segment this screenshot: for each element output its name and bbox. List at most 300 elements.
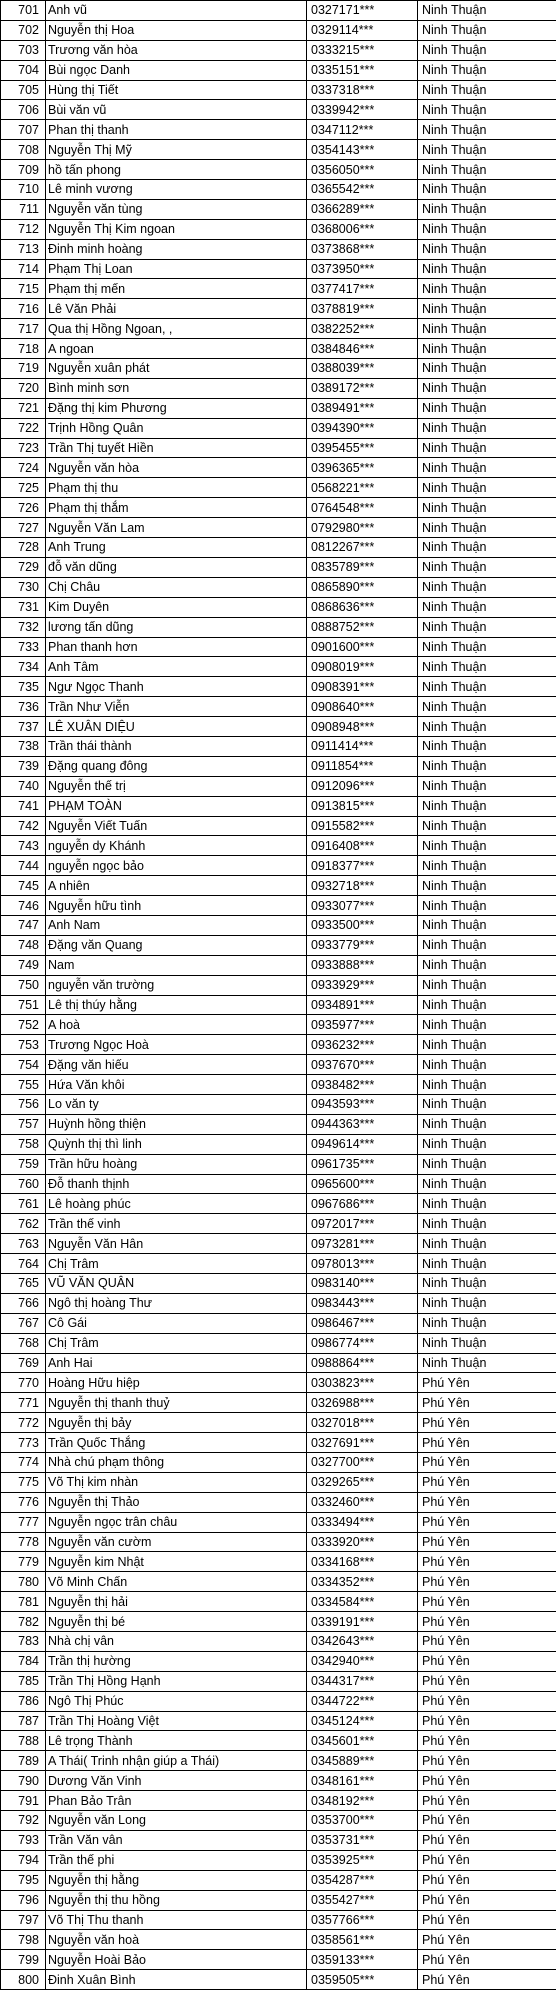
name-cell: Đỗ thanh thịnh (46, 1174, 307, 1194)
table-row (1, 1612, 556, 1632)
name-cell: Trần thị hường (46, 1651, 307, 1671)
row-number-cell: 751 (1, 995, 46, 1015)
table-row (1, 856, 556, 876)
name-cell: Phạm thị mến (46, 279, 307, 299)
phone-cell: 0358561*** (307, 1930, 418, 1950)
name-cell: Nguyễn thế trị (46, 776, 307, 796)
row-number-cell: 772 (1, 1413, 46, 1433)
phone-cell: 0986774*** (307, 1333, 418, 1353)
row-number-cell: 774 (1, 1453, 46, 1473)
table-row (1, 717, 556, 737)
table-row (1, 199, 556, 219)
phone-cell: 0983443*** (307, 1293, 418, 1313)
province-cell: Ninh Thuận (418, 1313, 556, 1333)
name-cell: Quỳnh thị thì linh (46, 1134, 307, 1154)
row-number-cell: 746 (1, 896, 46, 916)
phone-cell: 0384846*** (307, 339, 418, 359)
phone-cell: 0934891*** (307, 995, 418, 1015)
table-row (1, 1572, 556, 1592)
table-row (1, 756, 556, 776)
table-row (1, 458, 556, 478)
phone-cell: 0936232*** (307, 1035, 418, 1055)
province-cell: Ninh Thuận (418, 378, 556, 398)
province-cell: Ninh Thuận (418, 1234, 556, 1254)
phone-cell: 0901600*** (307, 637, 418, 657)
name-cell: Nam (46, 955, 307, 975)
row-number-cell: 781 (1, 1592, 46, 1612)
phone-cell: 0347112*** (307, 120, 418, 140)
phone-cell: 0967686*** (307, 1194, 418, 1214)
name-cell: Nguyễn Thị Kim ngoan (46, 219, 307, 239)
name-cell: Nguyễn hữu tình (46, 896, 307, 916)
name-cell: Nguyễn thị bảy (46, 1413, 307, 1433)
table-row (1, 896, 556, 916)
phone-cell: 0373868*** (307, 239, 418, 259)
phone-cell: 0359133*** (307, 1950, 418, 1970)
province-cell: Ninh Thuận (418, 637, 556, 657)
row-number-cell: 785 (1, 1671, 46, 1691)
name-cell: Anh vũ (46, 1, 307, 21)
row-number-cell: 773 (1, 1433, 46, 1453)
province-cell: Phú Yên (418, 1890, 556, 1910)
row-number-cell: 788 (1, 1731, 46, 1751)
table-row (1, 637, 556, 657)
row-number-cell: 735 (1, 677, 46, 697)
phone-cell: 0912096*** (307, 776, 418, 796)
row-number-cell: 752 (1, 1015, 46, 1035)
phone-cell: 0965600*** (307, 1174, 418, 1194)
table-row (1, 339, 556, 359)
row-number-cell: 708 (1, 140, 46, 160)
province-cell: Ninh Thuận (418, 975, 556, 995)
name-cell: Trần thái thành (46, 736, 307, 756)
phone-cell: 0377417*** (307, 279, 418, 299)
phone-cell: 0355427*** (307, 1890, 418, 1910)
table-row (1, 1532, 556, 1552)
phone-cell: 0915582*** (307, 816, 418, 836)
phone-cell: 0342643*** (307, 1632, 418, 1652)
phone-cell: 0568221*** (307, 478, 418, 498)
name-cell: Nguyễn Hoài Bảo (46, 1950, 307, 1970)
phone-cell: 0366289*** (307, 199, 418, 219)
province-cell: Ninh Thuận (418, 1154, 556, 1174)
table-row (1, 1592, 556, 1612)
name-cell: Nguyễn văn Long (46, 1811, 307, 1831)
table-row (1, 80, 556, 100)
phone-cell: 0911414*** (307, 736, 418, 756)
table-row (1, 40, 556, 60)
row-number-cell: 721 (1, 398, 46, 418)
name-cell: Huỳnh hồng thiện (46, 1114, 307, 1134)
name-cell: Anh Hai (46, 1353, 307, 1373)
name-cell: Hùng thị Tiết (46, 80, 307, 100)
table-row (1, 1950, 556, 1970)
province-cell: Ninh Thuận (418, 478, 556, 498)
province-cell: Phú Yên (418, 1472, 556, 1492)
row-number-cell: 716 (1, 299, 46, 319)
table-row (1, 776, 556, 796)
name-cell: Đặng quang đông (46, 756, 307, 776)
row-number-cell: 711 (1, 199, 46, 219)
table-row (1, 498, 556, 518)
table-row (1, 1552, 556, 1572)
phone-cell: 0332460*** (307, 1492, 418, 1512)
table-row (1, 1, 556, 21)
phone-cell: 0792980*** (307, 518, 418, 538)
name-cell: Hứa Văn khôi (46, 1075, 307, 1095)
table-row (1, 180, 556, 200)
table-row (1, 1015, 556, 1035)
province-cell: Ninh Thuận (418, 856, 556, 876)
phone-cell: 0345601*** (307, 1731, 418, 1751)
province-cell: Ninh Thuận (418, 100, 556, 120)
province-cell: Ninh Thuận (418, 1055, 556, 1075)
name-cell: Chị Châu (46, 577, 307, 597)
province-cell: Ninh Thuận (418, 756, 556, 776)
table-row (1, 20, 556, 40)
phone-cell: 0865890*** (307, 577, 418, 597)
name-cell: A hoà (46, 1015, 307, 1035)
row-number-cell: 728 (1, 538, 46, 558)
phone-cell: 0354143*** (307, 140, 418, 160)
name-cell: Đặng văn Quang (46, 935, 307, 955)
row-number-cell: 798 (1, 1930, 46, 1950)
province-cell: Ninh Thuận (418, 915, 556, 935)
province-cell: Ninh Thuận (418, 577, 556, 597)
row-number-cell: 800 (1, 1970, 46, 1990)
table-row (1, 359, 556, 379)
province-cell: Ninh Thuận (418, 836, 556, 856)
province-cell: Phú Yên (418, 1771, 556, 1791)
table-row (1, 1114, 556, 1134)
name-cell: Lê minh vương (46, 180, 307, 200)
row-number-cell: 753 (1, 1035, 46, 1055)
province-cell: Ninh Thuận (418, 995, 556, 1015)
table-row (1, 1134, 556, 1154)
name-cell: Trần thế vinh (46, 1214, 307, 1234)
table-row (1, 1830, 556, 1850)
province-cell: Ninh Thuận (418, 120, 556, 140)
table-row (1, 418, 556, 438)
province-cell: Phú Yên (418, 1592, 556, 1612)
row-number-cell: 766 (1, 1293, 46, 1313)
province-cell: Ninh Thuận (418, 796, 556, 816)
row-number-cell: 795 (1, 1870, 46, 1890)
table-row (1, 120, 556, 140)
row-number-cell: 787 (1, 1711, 46, 1731)
province-cell: Ninh Thuận (418, 896, 556, 916)
row-number-cell: 770 (1, 1373, 46, 1393)
province-cell: Phú Yên (418, 1791, 556, 1811)
name-cell: PHẠM TOÀN (46, 796, 307, 816)
table-row (1, 736, 556, 756)
phone-cell: 0378819*** (307, 299, 418, 319)
row-number-cell: 778 (1, 1532, 46, 1552)
name-cell: Nguyễn thị thu hồng (46, 1890, 307, 1910)
name-cell: Võ Thị kim nhàn (46, 1472, 307, 1492)
phone-cell: 0339942*** (307, 100, 418, 120)
table-row (1, 816, 556, 836)
province-cell: Ninh Thuận (418, 935, 556, 955)
table-row (1, 1970, 556, 1990)
row-number-cell: 750 (1, 975, 46, 995)
phone-cell: 0329265*** (307, 1472, 418, 1492)
row-number-cell: 791 (1, 1791, 46, 1811)
table-row (1, 438, 556, 458)
phone-cell: 0329114*** (307, 20, 418, 40)
phone-cell: 0395455*** (307, 438, 418, 458)
name-cell: Võ Thị Thu thanh (46, 1910, 307, 1930)
name-cell: Phan Bảo Trân (46, 1791, 307, 1811)
table-row (1, 597, 556, 617)
province-cell: Phú Yên (418, 1552, 556, 1572)
table-row (1, 1472, 556, 1492)
phone-cell: 0933077*** (307, 896, 418, 916)
phone-cell: 0394390*** (307, 418, 418, 438)
row-number-cell: 786 (1, 1691, 46, 1711)
province-cell: Ninh Thuận (418, 458, 556, 478)
name-cell: Trần Thị Hồng Hạnh (46, 1671, 307, 1691)
province-cell: Ninh Thuận (418, 1333, 556, 1353)
row-number-cell: 758 (1, 1134, 46, 1154)
table-row (1, 1174, 556, 1194)
phone-cell: 0353700*** (307, 1811, 418, 1831)
table-row (1, 140, 556, 160)
row-number-cell: 743 (1, 836, 46, 856)
row-number-cell: 736 (1, 697, 46, 717)
row-number-cell: 741 (1, 796, 46, 816)
row-number-cell: 722 (1, 418, 46, 438)
table-row (1, 1811, 556, 1831)
table-row (1, 1094, 556, 1114)
province-cell: Ninh Thuận (418, 60, 556, 80)
province-cell: Ninh Thuận (418, 1254, 556, 1274)
row-number-cell: 764 (1, 1254, 46, 1274)
phone-cell: 0353731*** (307, 1830, 418, 1850)
name-cell: Nguyễn Thị Mỹ (46, 140, 307, 160)
row-number-cell: 784 (1, 1651, 46, 1671)
name-cell: Cô Gái (46, 1313, 307, 1333)
name-cell: Trần thế phi (46, 1850, 307, 1870)
province-cell: Phú Yên (418, 1731, 556, 1751)
province-cell: Phú Yên (418, 1433, 556, 1453)
province-cell: Phú Yên (418, 1512, 556, 1532)
province-cell: Phú Yên (418, 1671, 556, 1691)
name-cell: Nguyễn Văn Hân (46, 1234, 307, 1254)
table-row (1, 1055, 556, 1075)
phone-cell: 0933929*** (307, 975, 418, 995)
phone-cell: 0359505*** (307, 1970, 418, 1990)
name-cell: Anh Nam (46, 915, 307, 935)
name-cell: Trần hữu hoàng (46, 1154, 307, 1174)
phone-cell: 0913815*** (307, 796, 418, 816)
table-row (1, 1632, 556, 1652)
row-number-cell: 762 (1, 1214, 46, 1234)
row-number-cell: 701 (1, 1, 46, 21)
name-cell: Trương Ngọc Hoà (46, 1035, 307, 1055)
table-row (1, 259, 556, 279)
table-row (1, 1691, 556, 1711)
row-number-cell: 719 (1, 359, 46, 379)
province-cell: Ninh Thuận (418, 717, 556, 737)
name-cell: Nguyễn thị hải (46, 1592, 307, 1612)
name-cell: Nguyễn văn cườm (46, 1532, 307, 1552)
name-cell: Lê trọng Thành (46, 1731, 307, 1751)
phone-cell: 0368006*** (307, 219, 418, 239)
phone-cell: 0327700*** (307, 1453, 418, 1473)
row-number-cell: 702 (1, 20, 46, 40)
province-cell: Ninh Thuận (418, 1035, 556, 1055)
province-cell: Ninh Thuận (418, 1274, 556, 1294)
name-cell: Nguyễn thị bé (46, 1612, 307, 1632)
table-row (1, 478, 556, 498)
phone-cell: 0396365*** (307, 458, 418, 478)
table-row (1, 219, 556, 239)
name-cell: A Thái( Trinh nhận giúp a Thái) (46, 1751, 307, 1771)
province-cell: Phú Yên (418, 1572, 556, 1592)
row-number-cell: 783 (1, 1632, 46, 1652)
phone-cell: 0365542*** (307, 180, 418, 200)
phone-cell: 0388039*** (307, 359, 418, 379)
province-cell: Ninh Thuận (418, 80, 556, 100)
row-number-cell: 742 (1, 816, 46, 836)
table-row (1, 1393, 556, 1413)
phone-cell: 0345124*** (307, 1711, 418, 1731)
name-cell: Lê Văn Phải (46, 299, 307, 319)
table-row (1, 697, 556, 717)
province-cell: Ninh Thuận (418, 418, 556, 438)
row-number-cell: 720 (1, 378, 46, 398)
name-cell: Bình minh sơn (46, 378, 307, 398)
province-cell: Ninh Thuận (418, 1214, 556, 1234)
province-cell: Phú Yên (418, 1532, 556, 1552)
province-cell: Phú Yên (418, 1413, 556, 1433)
phone-cell: 0933500*** (307, 915, 418, 935)
phone-cell: 0334352*** (307, 1572, 418, 1592)
table-row (1, 1075, 556, 1095)
phone-cell: 0344722*** (307, 1691, 418, 1711)
name-cell: Đinh minh hoàng (46, 239, 307, 259)
table-row (1, 995, 556, 1015)
province-cell: Ninh Thuận (418, 219, 556, 239)
table-row (1, 319, 556, 339)
table-row (1, 915, 556, 935)
row-number-cell: 782 (1, 1612, 46, 1632)
row-number-cell: 706 (1, 100, 46, 120)
province-cell: Ninh Thuận (418, 1293, 556, 1313)
table-row (1, 378, 556, 398)
table-row (1, 1194, 556, 1214)
row-number-cell: 767 (1, 1313, 46, 1333)
province-cell: Ninh Thuận (418, 498, 556, 518)
phone-cell: 0916408*** (307, 836, 418, 856)
row-number-cell: 777 (1, 1512, 46, 1532)
table-row (1, 160, 556, 180)
province-cell: Ninh Thuận (418, 180, 556, 200)
phone-cell: 0812267*** (307, 538, 418, 558)
table-row (1, 657, 556, 677)
row-number-cell: 765 (1, 1274, 46, 1294)
row-number-cell: 771 (1, 1393, 46, 1413)
province-cell: Ninh Thuận (418, 199, 556, 219)
province-cell: Ninh Thuận (418, 657, 556, 677)
province-cell: Ninh Thuận (418, 876, 556, 896)
name-cell: Phạm thị thu (46, 478, 307, 498)
table-row (1, 1751, 556, 1771)
table-row (1, 1214, 556, 1234)
name-cell: Anh Tâm (46, 657, 307, 677)
province-cell: Ninh Thuận (418, 1075, 556, 1095)
table-row (1, 577, 556, 597)
name-cell: Nguyễn thị hằng (46, 1870, 307, 1890)
phone-cell: 0933888*** (307, 955, 418, 975)
phone-cell: 0908640*** (307, 697, 418, 717)
table-body (1, 1, 556, 1990)
name-cell: Nguyễn văn hoà (46, 1930, 307, 1950)
phone-cell: 0353925*** (307, 1850, 418, 1870)
name-cell: Nguyễn ngọc trân châu (46, 1512, 307, 1532)
row-number-cell: 727 (1, 518, 46, 538)
phone-cell: 0949614*** (307, 1134, 418, 1154)
province-cell: Ninh Thuận (418, 160, 556, 180)
row-number-cell: 757 (1, 1114, 46, 1134)
province-cell: Ninh Thuận (418, 299, 556, 319)
phone-cell: 0938482*** (307, 1075, 418, 1095)
name-cell: Phan thị thanh (46, 120, 307, 140)
province-cell: Ninh Thuận (418, 557, 556, 577)
name-cell: Nguyễn văn hòa (46, 458, 307, 478)
name-cell: Ngô Thị Phúc (46, 1691, 307, 1711)
phone-cell: 0333920*** (307, 1532, 418, 1552)
phone-cell: 0888752*** (307, 617, 418, 637)
province-cell: Phú Yên (418, 1393, 556, 1413)
phone-cell: 0348192*** (307, 1791, 418, 1811)
row-number-cell: 775 (1, 1472, 46, 1492)
phone-cell: 0333494*** (307, 1512, 418, 1532)
name-cell: Chị Trâm (46, 1254, 307, 1274)
name-cell: Anh Trung (46, 538, 307, 558)
phone-cell: 0303823*** (307, 1373, 418, 1393)
row-number-cell: 780 (1, 1572, 46, 1592)
name-cell: Nguyễn thị thanh thuỷ (46, 1393, 307, 1413)
row-number-cell: 756 (1, 1094, 46, 1114)
name-cell: Lê thị thúy hằng (46, 995, 307, 1015)
table-row (1, 1850, 556, 1870)
province-cell: Ninh Thuận (418, 955, 556, 975)
row-number-cell: 726 (1, 498, 46, 518)
phone-cell: 0357766*** (307, 1910, 418, 1930)
row-number-cell: 747 (1, 915, 46, 935)
row-number-cell: 717 (1, 319, 46, 339)
phone-cell: 0335151*** (307, 60, 418, 80)
row-number-cell: 709 (1, 160, 46, 180)
province-cell: Ninh Thuận (418, 1, 556, 21)
province-cell: Ninh Thuận (418, 259, 556, 279)
table-row (1, 836, 556, 856)
name-cell: Nhà chị vân (46, 1632, 307, 1652)
province-cell: Ninh Thuận (418, 398, 556, 418)
table-row (1, 1353, 556, 1373)
table-row (1, 1512, 556, 1532)
table-row (1, 1254, 556, 1274)
province-cell: Ninh Thuận (418, 677, 556, 697)
phone-cell: 0943593*** (307, 1094, 418, 1114)
table-row (1, 538, 556, 558)
phone-cell: 0356050*** (307, 160, 418, 180)
phone-cell: 0382252*** (307, 319, 418, 339)
row-number-cell: 724 (1, 458, 46, 478)
table-row (1, 1293, 556, 1313)
